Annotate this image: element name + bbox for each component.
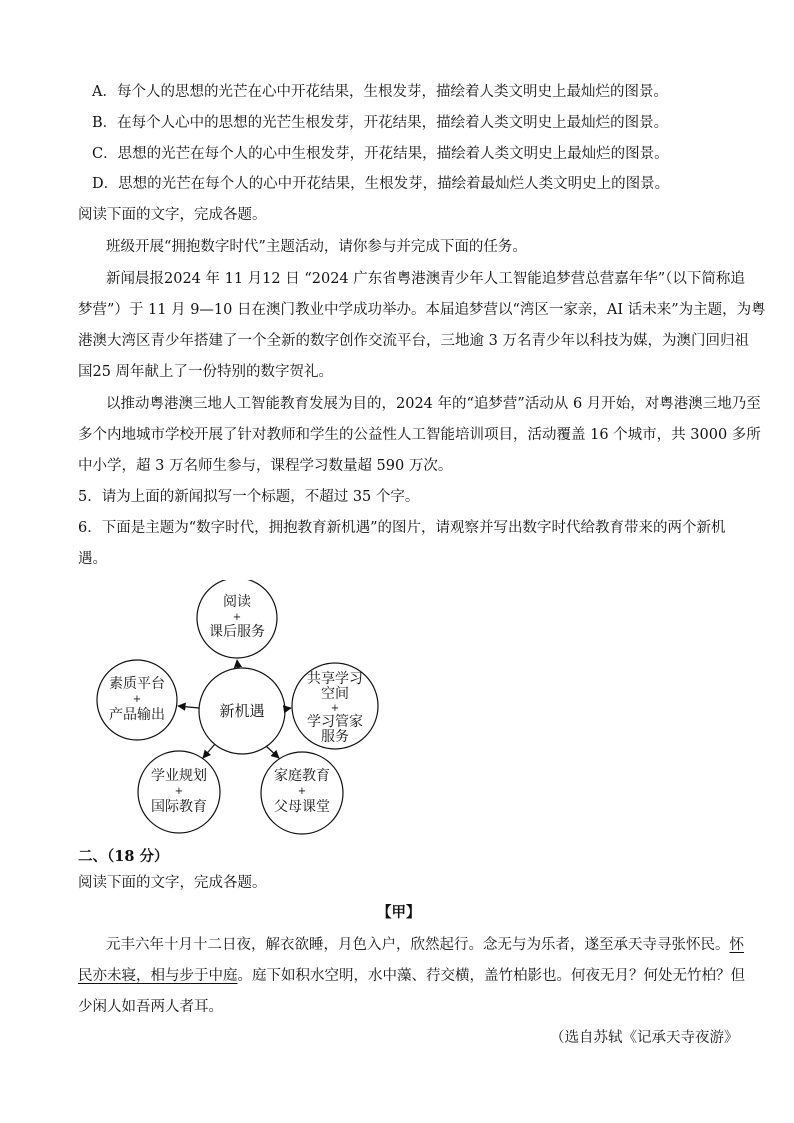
right-label-4: 学习管家 <box>307 714 363 730</box>
news-paragraph-2-line-1: 以推动粤港澳三地人工智能教育发展为目的，2024 年的“追梦营”活动从 6 月开始，对粤港澳三地乃至 <box>106 396 761 412</box>
bottom-right-label-1: 家庭教育 <box>274 768 330 784</box>
option-a: A．每个人的思想的光芒在心中开花结果，生根发芽，描绘着人类文明史上最灿烂的图景。 <box>92 84 668 100</box>
classical-text-line-2 <box>78 966 745 986</box>
passage-jia-label: 【甲】 <box>377 904 421 921</box>
arrow-to-right <box>285 708 291 709</box>
read-instruction: 阅读下面的文字，完成各题。 <box>78 207 267 223</box>
question-6-line-1: 6．下面是主题为“数字时代，拥抱教育新机遇”的图片，请观察并写出数字时代给教育带来的两个新机 <box>78 520 726 536</box>
left-label-2: + <box>132 694 142 705</box>
bottom-left-label-2: + <box>174 786 184 797</box>
question-6-line-2: 遇。 <box>78 551 107 567</box>
right-label-5: 服务 <box>321 729 349 745</box>
arrow-to-left <box>178 706 199 708</box>
classical-text-line-2-plain: 。庭下如积水空明，水中藻、荇交横，盖竹柏影也。何夜无月？何处无竹柏？但 <box>237 968 745 984</box>
bottom-left-label-3: 国际教育 <box>151 799 207 815</box>
option-d: D．思想的光芒在每个人的心中开花结果，生根发芽，描绘着最灿烂人类文明史上的图景。 <box>92 176 670 192</box>
underlined-phrase-part-1: 怀 <box>729 937 744 953</box>
question-5: 5．请为上面的新闻拟写一个标题，不超过 35 个字。 <box>78 489 420 505</box>
read-instruction-2: 阅读下面的文字，完成各题。 <box>78 875 267 891</box>
right-label-2: 空间 <box>321 686 349 702</box>
arrow-to-bottom-left <box>203 744 215 758</box>
new-opportunities-diagram <box>95 580 385 840</box>
news-paragraph-2-line-2: 多个内地城市学校开展了针对教师和学生的公益性人工智能培训项目，活动覆盖 16 个城市，共 3000 多所 <box>78 427 761 443</box>
news-paragraph-2-line-3: 中小学，超 3 万名师生参与，课程学习数量超 590 万次。 <box>78 458 453 474</box>
right-label-1: 共享学习 <box>307 671 363 687</box>
section-2-heading: 二、（18 分） <box>78 848 169 865</box>
bottom-right-label-3: 父母课堂 <box>274 799 330 815</box>
classical-text-line-1-plain: 元丰六年十月十二日夜，解衣欲睡，月色入户，欣然起行。念无与为乐者，遂至承天寺寻张怀民。 <box>106 937 730 953</box>
source-citation: （选自苏轼《记承天寺夜游》 <box>550 1030 739 1046</box>
left-label-1: 素质平台 <box>109 676 165 692</box>
news-paragraph-1-line-4: 国25 周年献上了一份特别的数字贺礼。 <box>78 364 334 380</box>
arrow-to-bottom-right <box>266 746 279 758</box>
option-c: C．思想的光芒在每个人的心中生根发芽，开花结果，描绘着人类文明史上最灿烂的图景。 <box>92 146 669 162</box>
arrow-to-top <box>237 660 238 668</box>
center-label: 新机遇 <box>219 702 265 720</box>
underlined-phrase-part-2: 民亦未寝，相与步于中庭 <box>78 968 238 984</box>
bottom-left-label-1: 学业规划 <box>151 768 207 784</box>
left-label-3: 产品输出 <box>109 707 165 723</box>
classical-text-line-1 <box>106 935 744 955</box>
news-paragraph-1-line-2: 梦营”）于 11 月 9—10 日在澳门教业中学成功举办。本届追梦营以“湾区一家亲，AI 话未来”为主题，为粤 <box>78 302 766 318</box>
option-b: B．在每个人心中的思想的光芒生根发芽，开花结果，描绘着人类文明史上最灿烂的图景。 <box>92 115 669 131</box>
classical-text-line-3: 少闲人如吾两人者耳。 <box>78 999 223 1015</box>
right-label-3: + <box>330 703 340 714</box>
top-label-2: + <box>232 612 242 623</box>
activity-intro: 班级开展“拥抱数字时代”主题活动，请你参与并完成下面的任务。 <box>106 239 527 255</box>
news-paragraph-1-line-1: 新闻晨报2024 年 11 月12 日 “2024 广东省粤港澳青少年人工智能追梦营总营嘉年华”（以下简称追 <box>106 271 745 287</box>
top-label-1: 阅读 <box>223 594 251 610</box>
top-label-3: 课后服务 <box>209 624 265 640</box>
news-paragraph-1-line-3: 港澳大湾区青少年搭建了一个全新的数字创作交流平台，三地逾 3 万名青少年以科技为媒，为澳门回归祖 <box>78 333 749 349</box>
bottom-right-label-2: + <box>297 786 307 797</box>
